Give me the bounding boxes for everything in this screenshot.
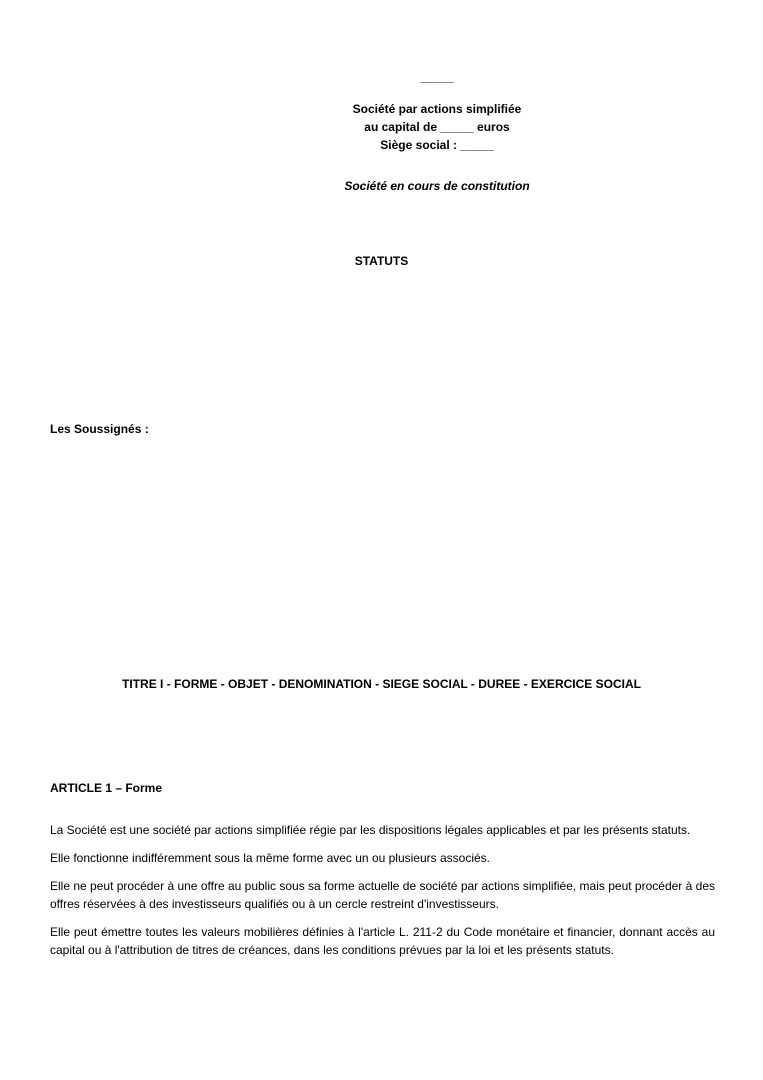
titre-heading: TITRE I - FORME - OBJET - DENOMINATION - SIEGE SOCIAL - DUREE - EXERCICE SOCIAL bbox=[122, 677, 641, 691]
document-title: STATUTS bbox=[354, 254, 409, 268]
article-1-paragraph: La Société est une société par actions simplifiée régie par les dispositions légales applicables et par les présents statuts. bbox=[50, 823, 691, 837]
article-1-paragraph: Elle peut émettre toutes les valeurs mobilières définies à l'article L. 211-2 du Code monétaire et financier, donnant accès au capital ou à l'attribution de titres de créances, dans les conditions prévues par la loi et les présents statuts. bbox=[50, 925, 715, 957]
article-1-paragraph: Elle fonctionne indifféremment sous la même forme avec un ou plusieurs associés. bbox=[50, 851, 490, 865]
formation-note: Société en cours de constitution bbox=[344, 179, 530, 193]
article-1-body bbox=[50, 821, 715, 969]
siege-social-line: Siège social : _____ bbox=[380, 138, 494, 152]
article-1-heading: ARTICLE 1 – Forme bbox=[50, 781, 163, 795]
blank-name-placeholder: _____ bbox=[420, 70, 454, 84]
company-header bbox=[0, 100, 763, 154]
parties-label: Les Soussignés : bbox=[50, 422, 149, 436]
article-1-paragraph: Elle ne peut procéder à une offre au public sous sa forme actuelle de société par actions simplifiée, mais peut procéder à des offres réservées à des investisseurs qualifiés ou à un cercle restreint d'investisseurs. bbox=[50, 879, 715, 911]
capital-line: au capital de _____ euros bbox=[364, 120, 510, 134]
company-type-line: Société par actions simplifiée bbox=[352, 102, 522, 116]
